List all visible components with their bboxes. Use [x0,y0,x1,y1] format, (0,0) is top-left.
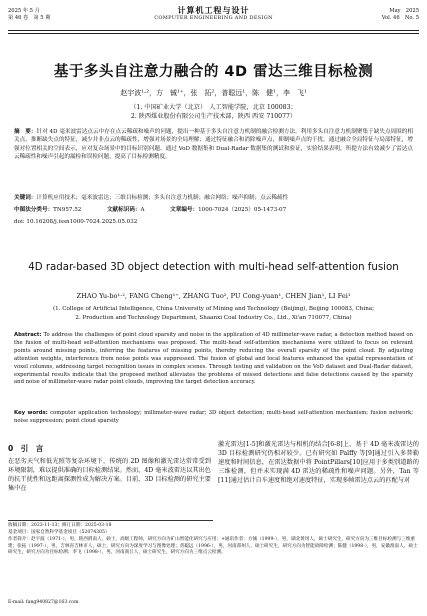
intro-paragraph-right: 激光雷达[1-5]和激光雷达与相机的结合[6-8]上，基于 4D 毫米波雷达的 3D 目标检测研究仍相对较少。已有研究如 Palffy 等[9]通过引入多普勒速度和时间信息，在雷达数据中将 PointPillars[10]应用于多类别道路的三维检测，但并未实现满 4D 雷达的稀疏性和噪声问题。另外，Tan 等[11]通过估计自车速度和绝对速度特征，实现多帧雷达点云的匹配与对 [218,441,419,485]
journal-name-cn: 计算机工程与设计 [177,5,250,15]
affiliation-en-2: 2. Production and Technology Department, Shaanxi Coal Industry Co., Ltd., Xi'an 710077, China) [75,315,352,321]
classification-row [14,206,413,214]
doi[interactable]: doi: 10.16208/j.issn1000-7024.2025.05.032 [14,219,138,225]
abstract-en [14,332,413,387]
authors-en: ZHAO Yu-bo¹·², FANG Cheng¹⁺, ZHANG Tuo², PU Cong-yuan¹, CHEN Jian¹, LI Fei¹ [76,292,351,300]
article-no-label: 文章编号： [170,207,199,213]
header-date-en: May 2025 [389,8,419,14]
keywords-cn-label: 关键词： [14,195,37,201]
affiliation-en-1: (1. College of Artificial Intelligence, China University of Mining and Technology (Beijing), Beijing 100083, China; [52,306,375,312]
affiliation-cn-2: 2. 陕西煤业股份有限公司生产技术部，陕西 西安 710077） [130,113,297,120]
keywords-cn-text: 计算机应用技术；毫米波雷达；三维目标检测；多头自注意力机制；融合网络；噪声抑制；点云稀疏性 [36,195,289,201]
abstract-en-text: To address the challenges of point cloud sparsity and noise in the application of 4D millimeter-wave radar, a detection method based on the fusion of multi-head self-attention mechanisms was proposed. The multi-head self-attention mechanisms were utilized to focus on relevant points around missing points, inferring the features of missing points, thereby reducing the overall sparsity of the point cloud. By adjusting attention weights, interference from noise points was suppressed. The fusion of global and local features enhanced the spatial representation of voxel columns, addressing target recognition issues in complex scenes. Through testing and validation on the VoD dataset and Dual-Radar dataset, experimental results indicate that the proposed method alleviates the problems of missed detections and false detections caused by the sparsity and noise of millimeter-wave radar point clouds, improving the target detection accuracy. [14,332,413,386]
footnote-rule [8,520,213,521]
header-rule [8,30,419,31]
article-no-value: 1000-7024（2025）05-1473-07 [198,207,287,213]
header-rule-thin [8,33,419,34]
intro-paragraph-left: 在恶劣天气和低光照等复杂环境下，传统的 2D 图像和激光雷达常常受到环境限制，难以提供准确的目标检测结果。然而，4D 毫米波雷达以其出色的抗干扰性和远距离探测性成为解决方案。目前，3D 目标检测的研究主要集中在 [8,458,211,493]
body-left-column [8,442,211,493]
doc-code-label: 文献标识码： [106,207,141,213]
keywords-en-label: Key words: [14,410,48,416]
header-volume-cn: 第 46 卷 第 5 期 [8,14,51,21]
footnote-email[interactable]: E-mail: fang940827@163.com [8,600,79,605]
body-right-column [218,440,419,485]
header-volume-en: Vol. 46 No. 5 [381,14,419,21]
keywords-cn [14,194,413,202]
abstract-en-label: Abstract: [14,332,42,338]
clc-label: 中图法分类号： [14,207,54,213]
clc-value: TN957.52 [53,207,82,213]
running-header [8,6,419,28]
paper-title-en: 4D radar-based 3D object detection with multi-head self-attention fusion [28,262,399,273]
header-date: 2025 年 5 月 [8,8,40,14]
section-heading-intro: 0 引 言 [8,444,44,453]
header-journal [8,6,419,21]
paper-title-cn: 基于多头自注意力融合的 4D 雷达三维目标检测 [53,64,374,80]
keywords-en [14,410,413,426]
footnote-fund: 基金项目：国家自然科学基金项目（52074305） [8,529,110,535]
doc-code-value: A [140,207,145,213]
authors-cn: 赵宇波¹·²，方 铖¹⁺，张 拓²，普聪远¹，陈 健¹，李 飞¹ [120,89,307,97]
footnote-received: 收稿日期：2023-11-13；修订日期：2025-03-18 [8,523,112,528]
header-right [382,8,419,21]
abstract-cn-label: 摘 要： [14,129,37,135]
abstract-cn-text: 针对 4D 毫米波雷达点云中存在点云稀疏和噪声的问题，提出一种基于多头自注意力机制的融合检测方法。利用多头自注意力机制聚集于缺失点周围的相关点，推断缺失点的特征，减少并非点云的稀疏性，增强对场景的全局理解；通过特征融合和消除噪声点，抑制噪声点的干扰，通过融合全局特征与局部特征，增强对位置相关的空间表示，应对复杂场景中的目标识别问题。通过 VoD 数据集和 Dual-Radar 数据集的测试和验证，实验结果表明，所提方法有效减少了雷达点云稀疏性和噪声引起的漏检和误检问题，提高了目标检测精度。 [14,129,413,160]
affiliation-cn-1: （1. 中国矿业大学（北京） 人工智能学院，北京 100083； [130,104,297,111]
abstract-cn [14,128,413,161]
footnote-bio: 作者简介：赵宇波（1971-），男，陕西渭南人，硕士，高级工程师，研究方向为矿山智能化研究与应用；+通讯作者：方铖（1999-），男，湖北黄冈人，硕士研究生，研究方向为三维目标检测与三维重建；张拓（1997-），男，吉林省吉林市人，硕士，研究方向为深度学习与图像处理；普聪远（1996-），男，河南郑州人，硕士研究生，研究方向为智能故障检测；陈健（1998-），男，安徽淮南人，硕士研究生，研究方向为目标检测；李飞（1998-），男，河南商丘人，硕士研究生，研究方向为三维点云检测。 [8,537,418,556]
footnotes [8,523,213,536]
journal-name-en: COMPUTER ENGINEERING AND DESIGN [154,15,273,21]
keywords-en-text: computer application technology; millimeter-wave radar; 3D object detection; multi-head self-attention mechanism; fusion network; noise suppression; point cloud sparsity [14,410,414,424]
